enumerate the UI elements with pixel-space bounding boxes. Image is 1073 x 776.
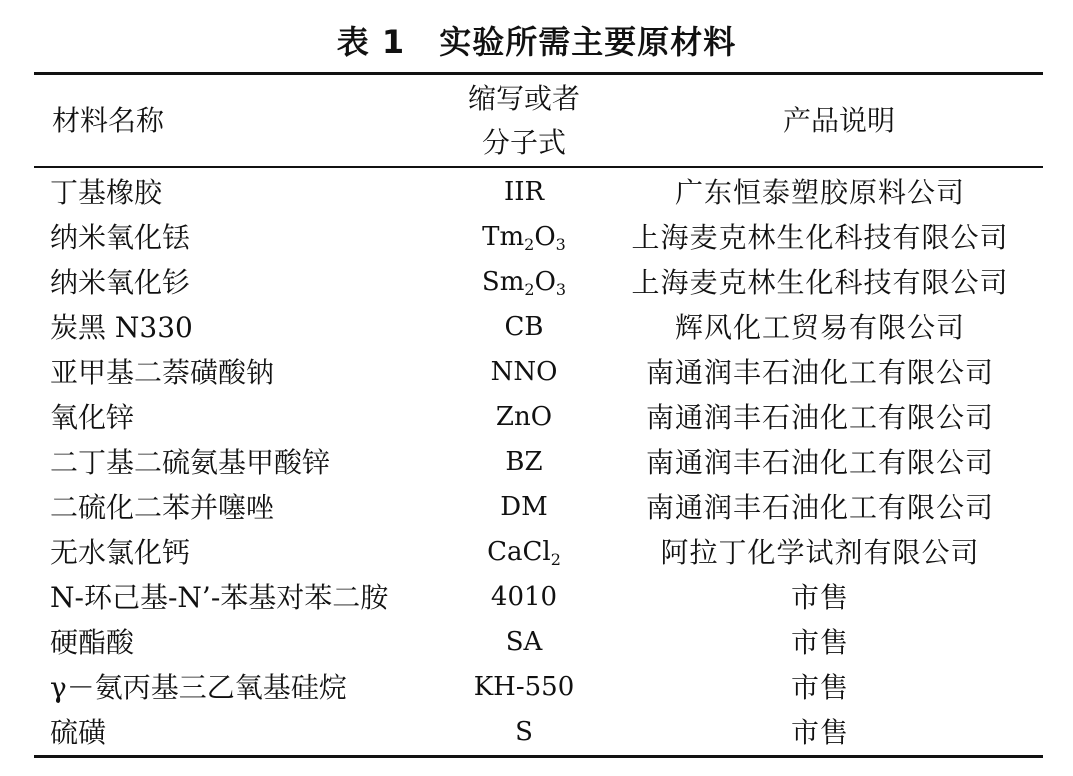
product-description: 市售 (790, 671, 849, 704)
product-description: 市售 (790, 716, 849, 749)
table-number: 表 1 (336, 23, 406, 61)
abbreviation: SA (505, 627, 543, 657)
material-name: γ－氨丙基三乙氧基硅烷 (50, 671, 347, 704)
material-name: 无水氯化钙 (50, 536, 191, 569)
table-row (34, 260, 1043, 305)
formula-subscript: 2 (550, 550, 561, 569)
product-description: 阿拉丁化学试剂有限公司 (660, 536, 980, 569)
table-caption (0, 18, 1073, 66)
abbreviation (424, 260, 624, 305)
table-row (34, 215, 1043, 260)
header-material-name: 材料名称 (52, 104, 165, 137)
table-row (34, 170, 1043, 215)
header-abbreviation-line2: 分子式 (481, 126, 566, 159)
product-description: 市售 (790, 626, 849, 659)
product-description: 上海麦克林生化科技有限公司 (631, 221, 1009, 254)
material-name: 二丁基二硫氨基甲酸锌 (50, 446, 331, 479)
abbreviation (424, 215, 624, 260)
formula-subscript: 3 (555, 235, 566, 254)
product-description: 南通润丰石油化工有限公司 (645, 356, 994, 389)
material-name: 炭黑 N330 (50, 311, 193, 344)
formula-part: Tm (482, 222, 525, 252)
material-name: 纳米氧化钐 (50, 266, 191, 299)
abbreviation: ZnO (495, 402, 553, 432)
abbreviation: S (515, 717, 533, 747)
abbreviation: DM (500, 492, 548, 522)
material-name: 氧化锌 (50, 401, 135, 434)
formula-part: Sm (481, 267, 525, 297)
table-body (34, 170, 1043, 755)
abbreviation: NNO (490, 357, 558, 387)
table-row (34, 440, 1043, 485)
material-name: 亚甲基二萘磺酸钠 (50, 356, 275, 389)
header-product-description: 产品说明 (782, 104, 895, 137)
table-row (34, 305, 1043, 350)
product-description: 上海麦克林生化科技有限公司 (631, 266, 1009, 299)
formula-part: CaCl (487, 537, 551, 567)
table-row (34, 665, 1043, 710)
product-description: 广东恒泰塑胶原料公司 (674, 176, 965, 209)
table-header (34, 75, 1043, 166)
product-description: 市售 (790, 581, 849, 614)
header-abbreviation (424, 77, 624, 165)
table-row (34, 485, 1043, 530)
product-description: 南通润丰石油化工有限公司 (645, 446, 994, 479)
product-description: 南通润丰石油化工有限公司 (645, 491, 994, 524)
formula-subscript: 3 (555, 280, 567, 299)
material-name: N-环己基-N’-苯基对苯二胺 (50, 581, 389, 614)
formula-subscript: 2 (524, 235, 535, 254)
formula-part: O (534, 222, 556, 252)
abbreviation: BZ (505, 447, 543, 477)
table-title: 实验所需主要原材料 (439, 23, 737, 61)
abbreviation: CB (504, 312, 544, 342)
abbreviation (424, 530, 624, 575)
material-name: 纳米氧化铥 (50, 221, 191, 254)
table-row (34, 620, 1043, 665)
formula-part: O (534, 267, 556, 297)
bottom-rule (34, 755, 1043, 758)
product-description: 南通润丰石油化工有限公司 (645, 401, 994, 434)
table-row (34, 350, 1043, 395)
material-name: 硬酯酸 (50, 626, 135, 659)
table-row (34, 710, 1043, 755)
abbreviation: 4010 (490, 582, 558, 612)
abbreviation: KH-550 (473, 672, 575, 702)
table-row (34, 395, 1043, 440)
material-name: 丁基橡胶 (50, 176, 163, 209)
material-name: 二硫化二苯并噻唑 (50, 491, 275, 524)
header-rule (34, 166, 1043, 168)
abbreviation: IIR (503, 177, 545, 207)
table-row (34, 530, 1043, 575)
product-description: 辉风化工贸易有限公司 (674, 311, 965, 344)
formula-subscript: 2 (524, 280, 535, 299)
material-name: 硫磺 (50, 716, 107, 749)
header-abbreviation-line1: 缩写或者 (467, 82, 580, 115)
table-row (34, 575, 1043, 620)
